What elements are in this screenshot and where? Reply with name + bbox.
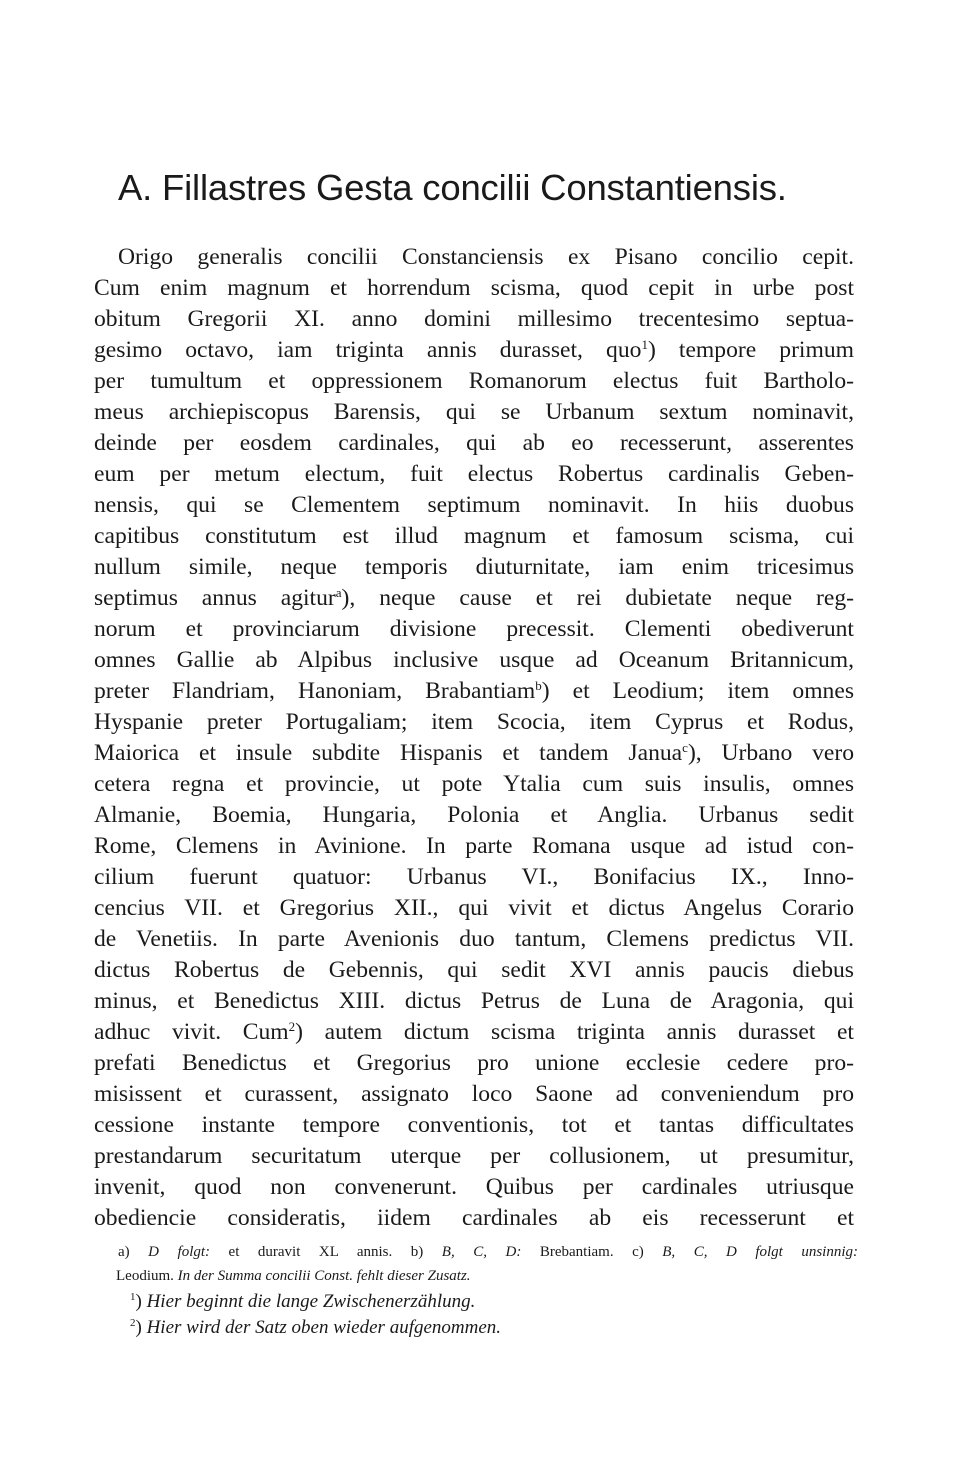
body-line <box>94 1017 854 1048</box>
textual-note-text: In der Summa concilii Const. fehlt dieser Zusatz. <box>177 1268 471 1284</box>
body-line <box>94 242 854 273</box>
body-text <box>94 242 854 1234</box>
body-line-text: minus, et Benedictus XIII. dictus Petrus de Luna de Aragonia, qui <box>94 988 854 1014</box>
note-reference: a <box>335 585 342 600</box>
textual-note-text: D folgt: <box>148 1244 211 1260</box>
body-line <box>94 1141 854 1172</box>
body-line-text: cessione instante tempore conventionis, tot et tantas difficultates <box>94 1112 854 1138</box>
body-line <box>94 676 854 707</box>
body-line-text: eum per metum electum, fuit electus Robertus cardinalis Geben- <box>94 461 854 487</box>
body-line <box>94 800 854 831</box>
body-line-text: invenit, quod non convenerunt. Quibus per cardinales utriusque <box>94 1174 854 1200</box>
body-line-text: nullum simile, neque temporis diuturnitate, iam enim tricesimus <box>94 554 854 580</box>
footnote-text: Hier wird der Satz oben wieder aufgenommen. <box>146 1317 502 1338</box>
body-line <box>94 1110 854 1141</box>
body-line <box>94 924 854 955</box>
body-line <box>94 490 854 521</box>
textual-note-text: B, C, D: <box>441 1244 522 1260</box>
page-title: A. Fillastres Gesta concilii Constantiensis. <box>118 167 787 208</box>
body-line <box>94 459 854 490</box>
textual-note-text: Leodium. <box>116 1268 178 1284</box>
footnote-2 <box>130 1315 830 1341</box>
body-line-text: cencius VII. et Gregorius XII., qui vivit et dictus Angelus Corario <box>94 895 854 921</box>
body-line <box>94 521 854 552</box>
note-reference: b <box>535 678 542 693</box>
body-line <box>94 738 854 769</box>
body-line <box>94 893 854 924</box>
body-line-text: dictus Robertus de Gebennis, qui sedit XVI annis paucis diebus <box>94 957 854 983</box>
body-line <box>94 707 854 738</box>
body-line <box>94 366 854 397</box>
body-line <box>94 645 854 676</box>
body-line-text: ), Urbano vero <box>687 740 854 766</box>
body-line <box>94 986 854 1017</box>
body-line-text: Rome, Clemens in Avinione. In parte Romana usque ad istud con- <box>94 833 854 859</box>
body-line-text: ) tempore primum <box>647 337 854 363</box>
body-line-text: cetera regna et provincie, ut pote Ytalia cum suis insulis, omnes <box>94 771 854 797</box>
body-line-text: preter Flandriam, Hanoniam, Brabantiam <box>94 678 536 704</box>
body-line <box>94 428 854 459</box>
textual-note-line <box>116 1264 856 1288</box>
body-line-text: Maiorica et insule subdite Hispanis et tandem Janua <box>94 740 683 766</box>
body-line <box>94 583 854 614</box>
footnote-paren: ) <box>135 1317 147 1338</box>
textual-note-text: B, C, D folgt unsinnig: <box>662 1244 858 1260</box>
footnote-mark: 1 <box>130 1291 136 1303</box>
body-line-text: prefati Benedictus et Gregorius pro unione ecclesie cedere pro- <box>94 1050 854 1076</box>
body-line <box>94 614 854 645</box>
note-reference: 1 <box>641 337 648 352</box>
body-line <box>94 335 854 366</box>
textual-note-text: Brebantiam. c) <box>521 1244 663 1260</box>
body-line <box>94 769 854 800</box>
body-line-text: septimus annus agitur <box>94 585 336 611</box>
body-line-text: per tumultum et oppressionem Romanorum electus fuit Bartholo- <box>94 368 854 394</box>
body-line-text: Origo generalis concilii Constanciensis ex Pisano concilio cepit. <box>118 244 854 270</box>
footnote-text: Hier beginnt die lange Zwischenerzählung. <box>146 1291 476 1312</box>
body-line-text: norum et provinciarum divisione precessit. Clementi obediverunt <box>94 616 854 642</box>
body-line <box>94 1079 854 1110</box>
body-line-text: gesimo octavo, iam triginta annis durasset, quo <box>94 337 642 363</box>
body-line <box>94 831 854 862</box>
body-line-text: misissent et curassent, assignato loco Saone ad conveniendum pro <box>94 1081 854 1107</box>
body-line <box>94 1203 854 1234</box>
body-line-text: meus archiepiscopus Barensis, qui se Urbanum sextum nominavit, <box>94 399 854 425</box>
body-line-text: Hyspanie preter Portugaliam; item Scocia, item Cyprus et Rodus, <box>94 709 854 735</box>
note-reference: c <box>682 740 688 755</box>
body-line-text: nensis, qui se Clementem septimum nominavit. In hiis duobus <box>94 492 854 518</box>
body-line-text: obediencie consideratis, iidem cardinales ab eis recesserunt et <box>94 1205 854 1231</box>
body-line <box>94 1172 854 1203</box>
body-line <box>94 397 854 428</box>
body-line <box>94 1048 854 1079</box>
body-line-text: prestandarum securitatum uterque per collusionem, ut presumitur, <box>94 1143 854 1169</box>
body-line-text: Almanie, Boemia, Hungaria, Polonia et Anglia. Urbanus sedit <box>94 802 854 828</box>
body-line-text: adhuc vivit. Cum <box>94 1019 289 1045</box>
body-line-text: obitum Gregorii XI. anno domini millesimo trecentesimo septua- <box>94 306 854 332</box>
body-line <box>94 273 854 304</box>
body-line-text: de Venetiis. In parte Avenionis duo tantum, Clemens predictus VII. <box>94 926 854 952</box>
body-line-text: capitibus constitutum est illud magnum et famosum scisma, cui <box>94 523 854 549</box>
footnote-paren: ) <box>135 1291 147 1312</box>
textual-notes <box>118 1240 858 1288</box>
body-line-text: ), neque cause et rei dubietate neque reg- <box>341 585 854 611</box>
body-line-text: omnes Gallie ab Alpibus inclusive usque ad Oceanum Britannicum, <box>94 647 854 673</box>
body-line-text: Cum enim magnum et horrendum scisma, quod cepit in urbe post <box>94 275 854 301</box>
body-line <box>94 304 854 335</box>
footnote-1 <box>130 1289 830 1315</box>
note-reference: 2 <box>288 1019 296 1034</box>
textual-note-line <box>118 1240 858 1264</box>
body-line-text: deinde per eosdem cardinales, qui ab eo recesserunt, asserentes <box>94 430 854 456</box>
body-line-text: cilium fuerunt quatuor: Urbanus VI., Bonifacius IX., Inno- <box>94 864 854 890</box>
textual-note-text: a) <box>118 1244 149 1260</box>
footnote-mark: 2 <box>130 1317 136 1329</box>
body-line <box>94 862 854 893</box>
textual-note-text: et duravit XL annis. b) <box>210 1244 442 1260</box>
body-line <box>94 955 854 986</box>
body-line-text: ) autem dictum scisma triginta annis durasset et <box>295 1019 854 1045</box>
body-line <box>94 552 854 583</box>
body-line-text: ) et Leodium; item omnes <box>541 678 855 704</box>
